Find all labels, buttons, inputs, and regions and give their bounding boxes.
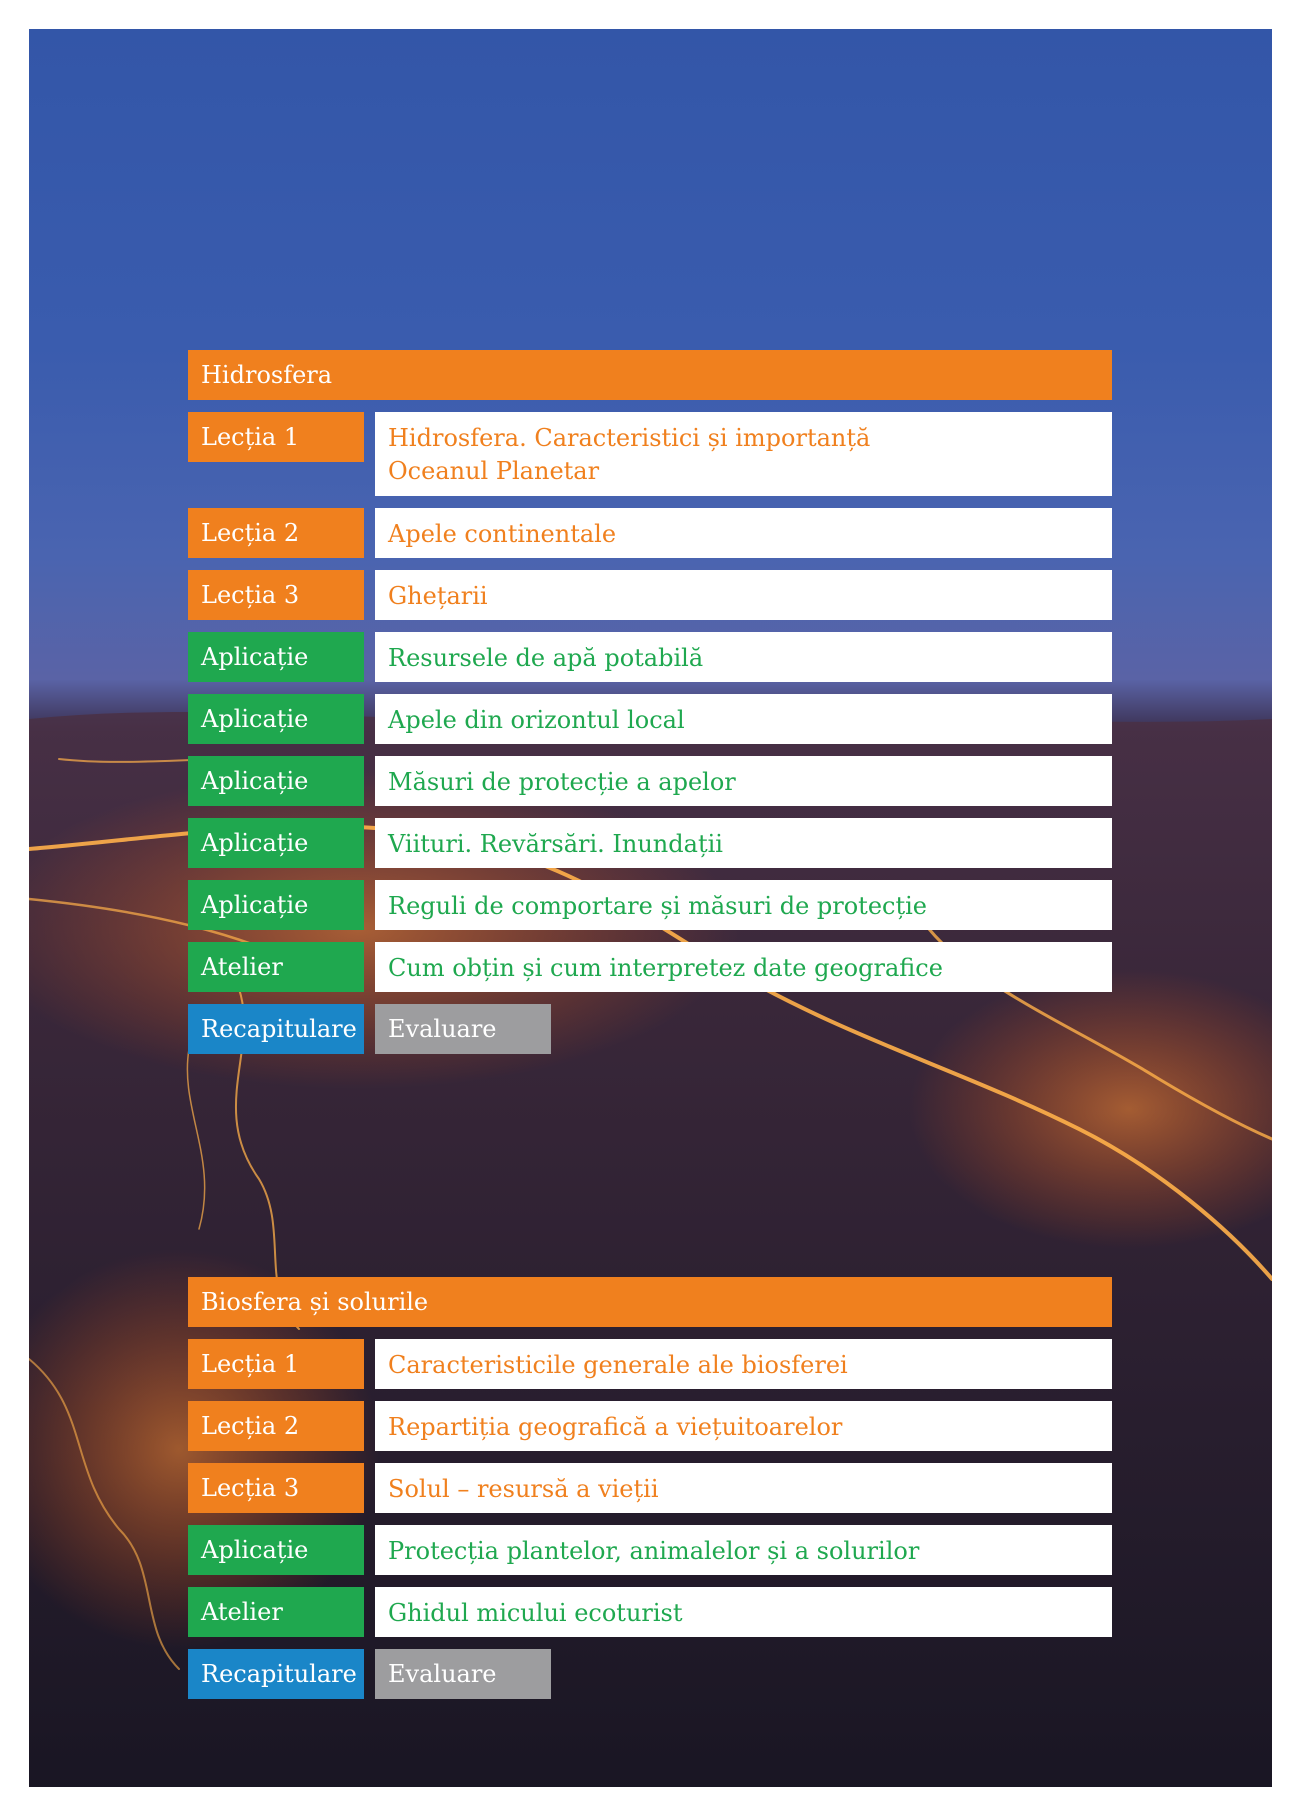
application-title: Măsuri de protecție a apelor — [375, 756, 1112, 806]
lesson-title: Ghețarii — [375, 570, 1112, 620]
workshop-title: Cum obțin și cum interpretez date geografice — [375, 942, 1112, 992]
application-title: Resursele de apă potabilă — [375, 632, 1112, 682]
lesson-tag: Lecția 3 — [188, 570, 364, 620]
application-title: Apele din orizontul local — [375, 694, 1112, 744]
workshop-tag: Atelier — [188, 942, 364, 992]
lesson-title: Apele continentale — [375, 508, 1112, 558]
application-title: Viituri. Revărsări. Inundații — [375, 818, 1112, 868]
evaluation-button[interactable]: Evaluare — [375, 1649, 551, 1699]
evaluation-button[interactable]: Evaluare — [375, 1004, 551, 1054]
application-tag: Aplicație — [188, 1525, 364, 1575]
review-button[interactable]: Recapitulare — [188, 1004, 364, 1054]
section-title: Hidrosfera — [188, 350, 1112, 400]
application-tag: Aplicație — [188, 880, 364, 930]
lesson-title: Caracteristicile generale ale biosferei — [375, 1339, 1112, 1389]
application-title: Reguli de comportare și măsuri de protecție — [375, 880, 1112, 930]
lesson-tag: Lecția 2 — [188, 1401, 364, 1451]
lesson-title: Repartiția geografică a viețuitoarelor — [375, 1401, 1112, 1451]
application-tag: Aplicație — [188, 632, 364, 682]
section-hidrosfera — [188, 350, 1112, 1043]
workshop-title: Ghidul micului ecoturist — [375, 1587, 1112, 1637]
lesson-title-line2: Oceanul Planetar — [388, 457, 600, 485]
lesson-title: Solul – resursă a vieții — [375, 1463, 1112, 1513]
lesson-title — [375, 412, 1112, 496]
review-button[interactable]: Recapitulare — [188, 1649, 364, 1699]
lesson-tag: Lecția 2 — [188, 508, 364, 558]
application-tag: Aplicație — [188, 694, 364, 744]
application-tag: Aplicație — [188, 818, 364, 868]
section-biosfera — [188, 1277, 1112, 1688]
lesson-title-line1: Hidrosfera. Caracteristici și importanță — [388, 424, 871, 452]
lesson-tag: Lecția 1 — [188, 412, 364, 462]
workshop-tag: Atelier — [188, 1587, 364, 1637]
application-tag: Aplicație — [188, 756, 364, 806]
lesson-tag: Lecția 1 — [188, 1339, 364, 1389]
section-title: Biosfera și solurile — [188, 1277, 1112, 1327]
lesson-tag: Lecția 3 — [188, 1463, 364, 1513]
application-title: Protecția plantelor, animalelor și a solurilor — [375, 1525, 1112, 1575]
